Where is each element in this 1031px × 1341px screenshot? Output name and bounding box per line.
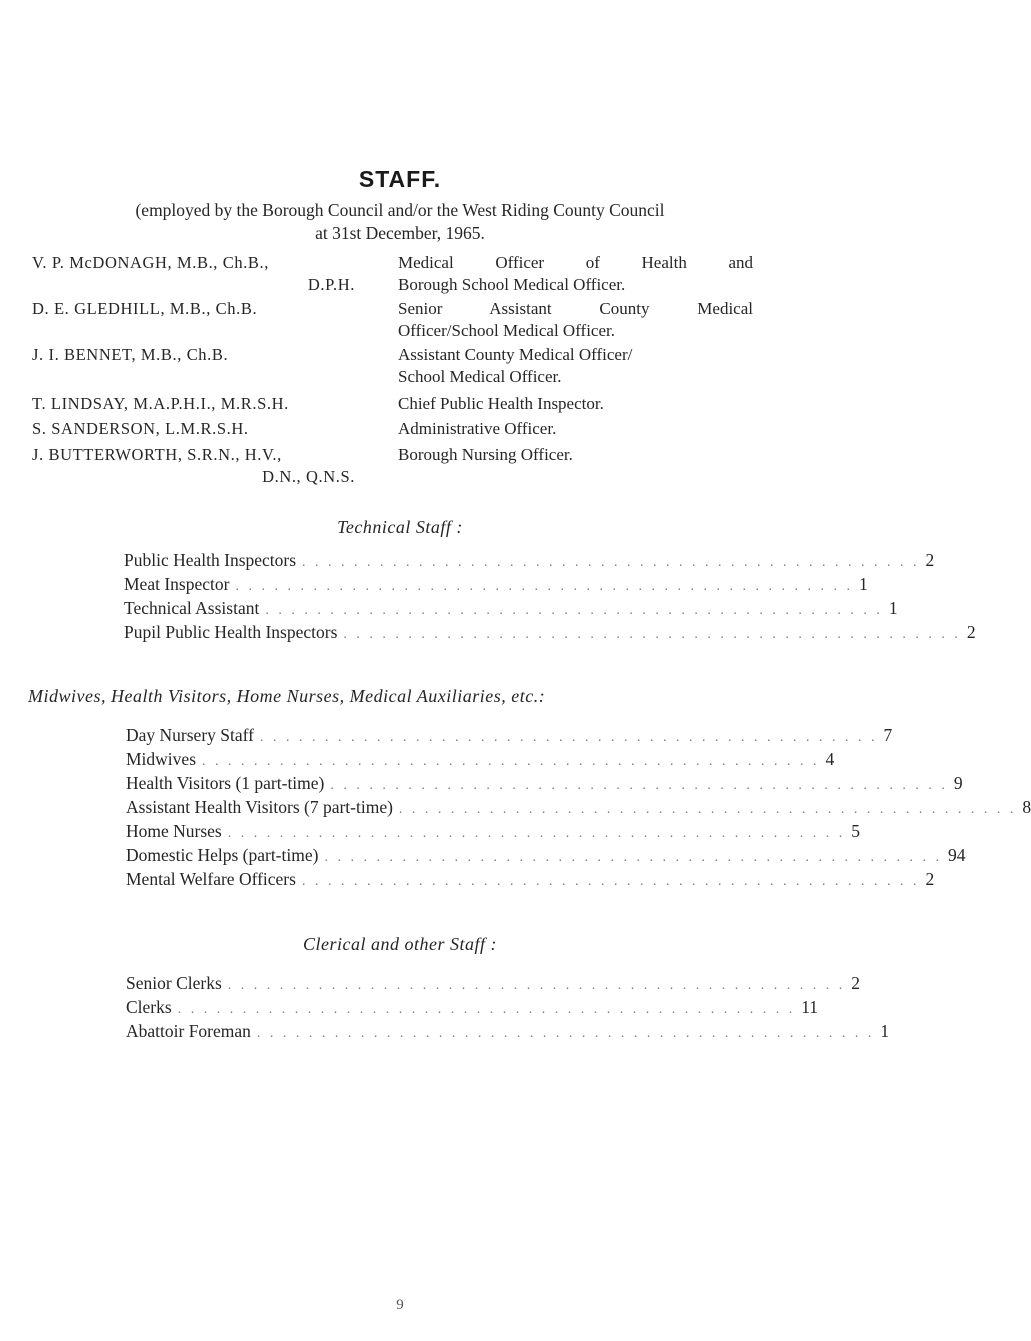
dot-leader: . . . . . . . . . . . . . . . . . . . . . . . . . . . . . . . . . . . . . . . . . . . . . . . . bbox=[302, 555, 920, 570]
staff-count: 1 bbox=[858, 574, 868, 594]
dot-leader: . . . . . . . . . . . . . . . . . . . . . . . . . . . . . . . . . . . . . . . . . . . . . . . . bbox=[177, 1002, 796, 1017]
subtitle-line-1: (employed by the Borough Council and/or the West Riding County Council bbox=[135, 200, 665, 220]
staff-label: Clerks bbox=[126, 997, 172, 1017]
staff-label: Health Visitors (1 part-time) bbox=[126, 773, 325, 793]
dot-leader: . . . . . . . . . . . . . . . . . . . . . . . . . . . . . . . . . . . . . . . . . . . . . . . . bbox=[301, 874, 920, 889]
staff-row bbox=[124, 620, 976, 647]
dot-leader: . . . . . . . . . . . . . . . . . . . . . . . . . . . . . . . . . . . . . . . . . . . . . . . . bbox=[265, 603, 883, 618]
staff-label: Domestic Helps (part-time) bbox=[126, 845, 319, 865]
staff-row bbox=[126, 1019, 890, 1046]
staff-count: 2 bbox=[925, 550, 935, 570]
staff-row bbox=[126, 819, 860, 846]
staff-row bbox=[126, 795, 1031, 822]
medical-auxiliaries-heading: Midwives, Health Visitors, Home Nurses, Medical Auxiliaries, etc.: bbox=[28, 686, 546, 706]
staff-row bbox=[126, 843, 966, 870]
officer-role-text: Medical Officer of Health and bbox=[398, 253, 753, 272]
officer-name-text: T. LINDSAY, M.A.P.H.I., M.R.S.H. bbox=[32, 394, 289, 413]
staff-row bbox=[126, 723, 893, 750]
officer-name-text: V. P. McDONAGH, M.B., Ch.B., bbox=[32, 253, 269, 272]
staff-label: Mental Welfare Officers bbox=[126, 869, 296, 889]
staff-row bbox=[124, 596, 898, 623]
staff-row bbox=[126, 747, 835, 774]
officer-name-text: J. I. BENNET, M.B., Ch.B. bbox=[32, 345, 229, 364]
staff-label: Assistant Health Visitors (7 part-time) bbox=[126, 797, 393, 817]
dot-leader: . . . . . . . . . . . . . . . . . . . . . . . . . . . . . . . . . . . . . . . . . . . . . . . . bbox=[259, 730, 878, 745]
staff-label: Day Nursery Staff bbox=[126, 725, 254, 745]
dot-leader: . . . . . . . . . . . . . . . . . . . . . . . . . . . . . . . . . . . . . . . . . . . . . . . . bbox=[398, 802, 1017, 817]
officer-role-continued: Borough School Medical Officer. bbox=[398, 275, 626, 294]
officer-name bbox=[32, 344, 357, 366]
page-title: STAFF. bbox=[358, 166, 442, 192]
officer-name bbox=[32, 393, 357, 415]
staff-label: Technical Assistant bbox=[124, 598, 260, 618]
officer-name bbox=[32, 444, 357, 488]
officer-role-text: Administrative Officer. bbox=[398, 419, 557, 438]
officer-role-continued: Officer/School Medical Officer. bbox=[398, 321, 615, 340]
officer-name-text: J. BUTTERWORTH, S.R.N., H.V., bbox=[32, 445, 282, 464]
staff-count: 7 bbox=[883, 725, 893, 745]
staff-row bbox=[126, 971, 861, 998]
staff-label: Meat Inspector bbox=[124, 574, 230, 594]
officer-role-text: Senior Assistant County Medical bbox=[398, 299, 753, 318]
dot-leader: . . . . . . . . . . . . . . . . . . . . . . . . . . . . . . . . . . . . . . . . . . . . . . . . bbox=[324, 850, 942, 865]
dot-leader: . . . . . . . . . . . . . . . . . . . . . . . . . . . . . . . . . . . . . . . . . . . . . . . . bbox=[202, 754, 820, 769]
officer-name-text: S. SANDERSON, L.M.R.S.H. bbox=[32, 419, 249, 438]
dot-leader: . . . . . . . . . . . . . . . . . . . . . . . . . . . . . . . . . . . . . . . . . . . . . . . . bbox=[227, 978, 846, 993]
officer-role bbox=[398, 298, 753, 342]
staff-label: Pupil Public Health Inspectors bbox=[124, 622, 338, 642]
staff-count: 2 bbox=[851, 973, 861, 993]
subtitle-line-2: at 31st December, 1965. bbox=[315, 223, 485, 243]
staff-count: 2 bbox=[966, 622, 976, 642]
staff-count: 5 bbox=[851, 821, 860, 841]
officer-role-continued: School Medical Officer. bbox=[398, 367, 562, 386]
officer-role-text: Borough Nursing Officer. bbox=[398, 445, 573, 464]
staff-count: 1 bbox=[880, 1021, 890, 1041]
officer-role bbox=[398, 252, 753, 296]
staff-label: Public Health Inspectors bbox=[124, 550, 297, 570]
officer-role bbox=[398, 393, 753, 415]
officer-name bbox=[32, 418, 357, 440]
page-number: 9 bbox=[396, 1297, 404, 1313]
clerical-staff-heading: Clerical and other Staff : bbox=[303, 934, 497, 954]
staff-count: 4 bbox=[825, 749, 835, 769]
staff-label: Senior Clerks bbox=[126, 973, 222, 993]
technical-staff-heading: Technical Staff : bbox=[337, 517, 463, 537]
officer-role bbox=[398, 418, 753, 440]
dot-leader: . . . . . . . . . . . . . . . . . . . . . . . . . . . . . . . . . . . . . . . . . . . . . . . . bbox=[227, 826, 846, 841]
staff-label: Home Nurses bbox=[126, 821, 222, 841]
dot-leader: . . . . . . . . . . . . . . . . . . . . . . . . . . . . . . . . . . . . . . . . . . . . . . . . bbox=[330, 778, 948, 793]
staff-row bbox=[126, 867, 935, 894]
staff-label: Midwives bbox=[126, 749, 196, 769]
officer-name bbox=[32, 252, 357, 296]
staff-count: 94 bbox=[947, 845, 966, 865]
dot-leader: . . . . . . . . . . . . . . . . . . . . . . . . . . . . . . . . . . . . . . . . . . . . . . . . bbox=[343, 627, 961, 642]
officer-name-continued: D.P.H. bbox=[307, 275, 355, 294]
staff-count: 9 bbox=[953, 773, 963, 793]
officer-role-text: Assistant County Medical Officer/ bbox=[398, 345, 633, 364]
page-subtitle bbox=[0, 199, 800, 245]
staff-row bbox=[124, 572, 868, 599]
staff-row bbox=[126, 771, 963, 798]
staff-count: 1 bbox=[888, 598, 898, 618]
officer-name-continued: D.N., Q.N.S. bbox=[262, 467, 355, 486]
staff-row bbox=[126, 995, 819, 1022]
dot-leader: . . . . . . . . . . . . . . . . . . . . . . . . . . . . . . . . . . . . . . . . . . . . . . . . bbox=[235, 579, 853, 594]
officer-role bbox=[398, 444, 753, 466]
staff-label: Abattoir Foreman bbox=[126, 1021, 251, 1041]
staff-count: 11 bbox=[801, 997, 819, 1017]
officer-name bbox=[32, 298, 357, 320]
dot-leader: . . . . . . . . . . . . . . . . . . . . . . . . . . . . . . . . . . . . . . . . . . . . . . . . bbox=[256, 1026, 875, 1041]
officer-role-text: Chief Public Health Inspector. bbox=[398, 394, 604, 413]
staff-row bbox=[124, 548, 935, 575]
staff-count: 2 bbox=[925, 869, 935, 889]
officer-name-text: D. E. GLEDHILL, M.B., Ch.B. bbox=[32, 299, 258, 318]
officer-role bbox=[398, 344, 753, 388]
staff-count: 8 bbox=[1022, 797, 1031, 817]
